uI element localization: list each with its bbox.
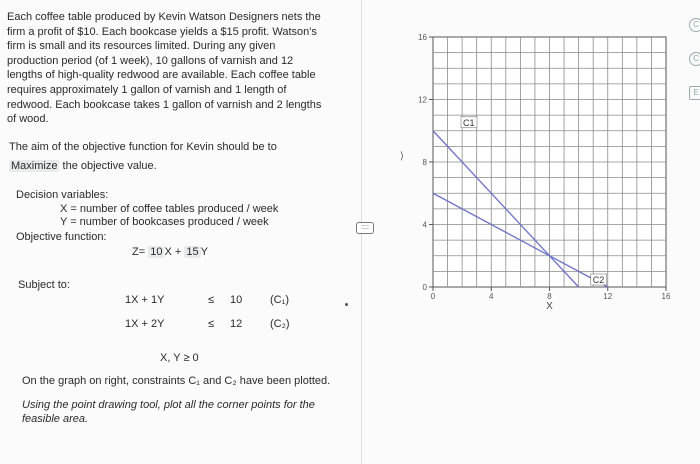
coef-x-input[interactable]: 10: [150, 246, 163, 258]
problem-statement: [7, 10, 347, 127]
x-definition: X = number of coffee tables produced / week: [60, 203, 279, 215]
instruction-tool: feasible area.: [22, 413, 89, 425]
x-tick-label: 8: [547, 292, 552, 301]
problem-line: Each coffee table produced by Kevin Watson Designers nets the: [7, 11, 321, 23]
y-var: Y: [200, 246, 208, 258]
tool-icon[interactable]: C: [689, 18, 700, 32]
y-tick-label: 16: [418, 33, 427, 42]
y-tick-label: 4: [422, 220, 427, 230]
y-definition: Y = number of bookcases produced / week: [60, 216, 269, 228]
constraint-lhs: 1X + 2Y: [125, 318, 165, 330]
problem-line: of wood.: [7, 113, 49, 126]
constraint-rhs: 10: [230, 294, 243, 306]
expand-arrow-icon[interactable]: ⟩: [400, 151, 404, 162]
x-tick-label: 0: [430, 292, 436, 301]
cursor-dot: [345, 303, 348, 306]
constraint-lhs: 1X + 1Y: [125, 294, 165, 306]
z-prefix: Z=: [132, 246, 146, 258]
objective-question: The aim of the objective function for Kevin should be to: [9, 141, 277, 153]
x-axis-label: X: [546, 301, 553, 310]
instruction-tool: Using the point drawing tool, plot all the corner points for the: [22, 399, 315, 411]
constraint-sign-select[interactable]: ≤: [208, 318, 215, 330]
x-tick-label: 12: [603, 292, 613, 301]
instruction-plotted: On the graph on right, constraints C₁ and C₂ have been plotted.: [22, 375, 331, 387]
problem-line: requires approximately 1 gallon of varnish and 1 length of: [7, 83, 287, 96]
tool-icon[interactable]: C: [689, 52, 700, 66]
pane-resize-handle[interactable]: ::::: [356, 222, 374, 234]
x-tick-label: 4: [489, 292, 494, 301]
coef-y-input[interactable]: 15: [186, 246, 199, 258]
plus-sign: +: [174, 246, 182, 258]
objective-answer-rest: the objective value.: [62, 160, 157, 172]
graph-grid: [433, 37, 666, 287]
constraint-graph[interactable]: [400, 20, 700, 310]
decision-title: Decision variables:: [16, 189, 109, 201]
problem-line: firm is small and its resources limited. During any given: [7, 40, 276, 53]
objective-dropdown[interactable]: Maximize: [11, 160, 58, 172]
problem-line: firm a profit of $10. Each bookcase yields a $15 profit. Watson's: [7, 25, 317, 38]
y-tick-label: 8: [422, 158, 427, 167]
x-var: X: [164, 246, 172, 258]
objective-function: [132, 245, 208, 259]
series-label: C2: [592, 275, 605, 285]
constraint-rhs: 12: [230, 318, 243, 330]
problem-line: lengths of high-quality redwood are available. Each coffee table: [7, 69, 316, 82]
objective-answer-row: [9, 159, 157, 173]
x-tick-label: 16: [661, 292, 671, 301]
y-tick-label: 12: [418, 95, 427, 105]
tool-icon[interactable]: E: [689, 86, 700, 100]
problem-line: redwood. Each bookcase takes 1 gallon of varnish and 2 lengths: [7, 98, 322, 111]
series-label: C1: [463, 117, 475, 128]
constraint-label: (C₁): [270, 294, 289, 306]
constraint-label: (C₂): [270, 318, 290, 330]
constraints-title: Subject to:: [18, 279, 70, 291]
y-tick-label: 0: [422, 283, 427, 292]
objective-title: Objective function:: [16, 231, 107, 243]
problem-line: production period (of 1 week), 10 gallons of varnish and 12: [7, 54, 294, 67]
nonnegativity: X, Y ≥ 0: [160, 352, 199, 364]
constraint-sign-select[interactable]: ≤: [208, 294, 215, 306]
